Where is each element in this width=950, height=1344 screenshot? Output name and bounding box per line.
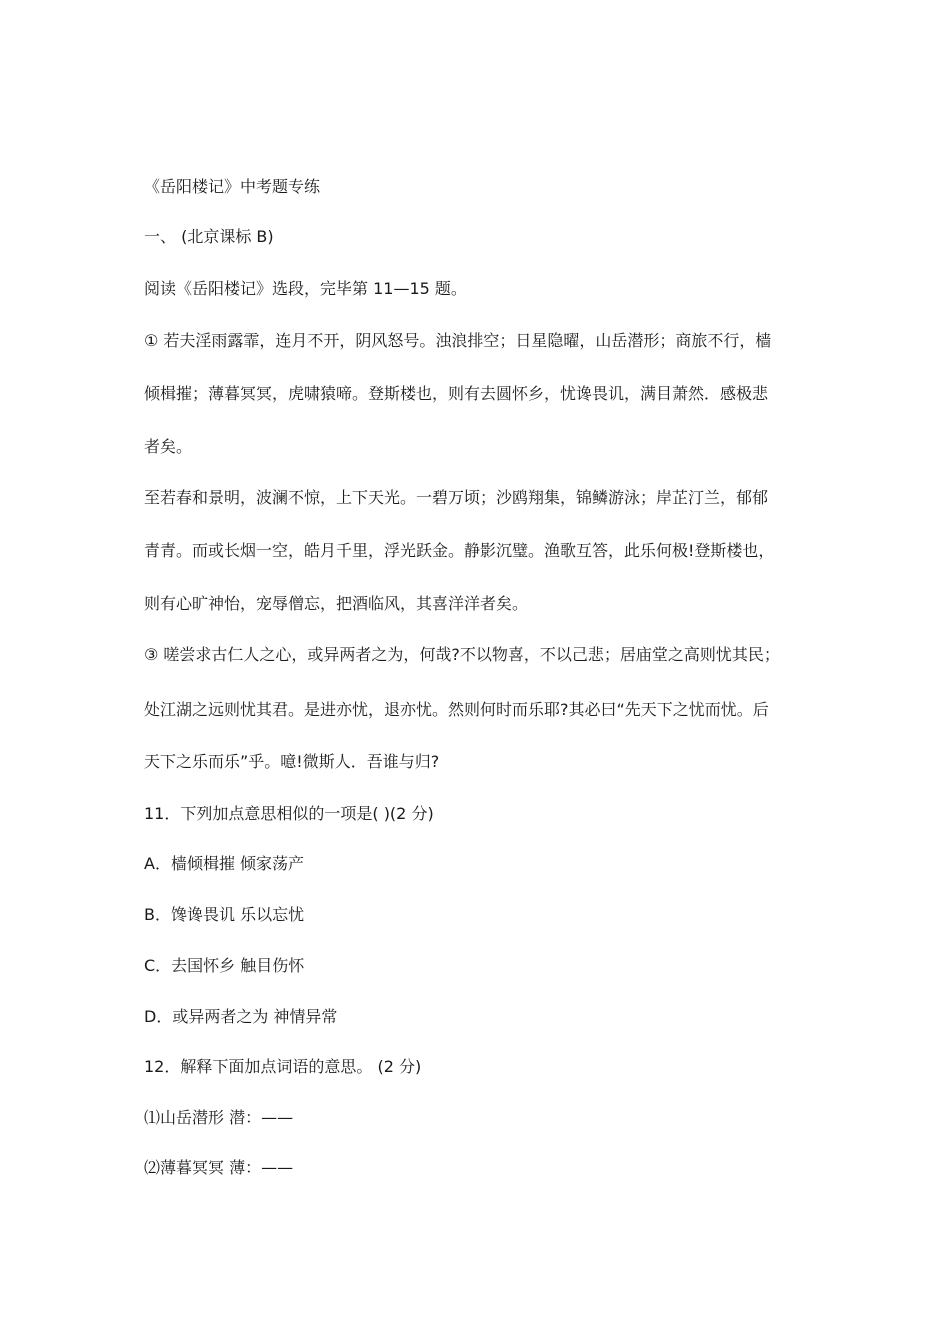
question-11-option-c: C．去国怀乡 触目伤怀: [144, 956, 305, 975]
question-11-option-d: D．或异两者之为 神情异常: [144, 1007, 338, 1026]
passage-line: 倾楫摧；薄暮冥冥，虎啸猿啼。登斯楼也，则有去圆怀乡，忧谗畏讥，满目萧然．感极悲: [144, 384, 769, 403]
passage-line: 则有心旷神怡，宠辱僧忘，把酒临风，其喜洋洋者矣。: [144, 594, 529, 613]
document-title: 《岳阳楼记》中考题专练: [144, 177, 321, 196]
passage-line: 处江湖之远则忧其君。是进亦忧，退亦忧。然则何时而乐耶?其必曰“先天下之忧而忧。后: [144, 700, 769, 719]
passage-line: ① 若夫淫雨露霏，连月不开，阴风怒号。浊浪排空；日星隐曜，山岳潜形；商旅不行，樯: [144, 331, 772, 350]
question-12-item-1: ⑴山岳潜形 潜：——: [144, 1108, 294, 1127]
reading-instruction: 阅读《岳阳楼记》选段，完毕第 11—15 题。: [144, 279, 467, 298]
question-11-stem: 11．下列加点意思相似的一项是( )(2 分): [144, 804, 434, 823]
question-11-option-a: A．樯倾楫摧 倾家荡产: [144, 854, 305, 873]
section-heading: 一、 (北京课标 B): [144, 227, 274, 246]
passage-line: 至若春和景明，波澜不惊，上下天光。一碧万顷；沙鸥翔集，锦鳞游泳；岸芷汀兰，郁郁: [144, 488, 769, 507]
passage-line: ③ 嗟尝求古仁人之心，或异两者之为，何哉?不以物喜，不以己悲；居庙堂之高则忧其民；: [144, 645, 780, 664]
question-12-stem: 12．解释下面加点词语的意思。 (2 分): [144, 1057, 422, 1076]
passage-line: 者矣。: [144, 437, 193, 456]
question-12-item-2: ⑵薄暮冥冥 薄：——: [144, 1158, 294, 1177]
question-11-option-b: B．馋谗畏讥 乐以忘忧: [144, 905, 305, 924]
passage-line: 青青。而或长烟一空，皓月千里，浮光跃金。静影沉璧。渔歌互答，此乐何极!登斯楼也，: [144, 541, 775, 560]
passage-line: 天下之乐而乐”乎。噫!微斯人．吾谁与归?: [144, 752, 440, 771]
